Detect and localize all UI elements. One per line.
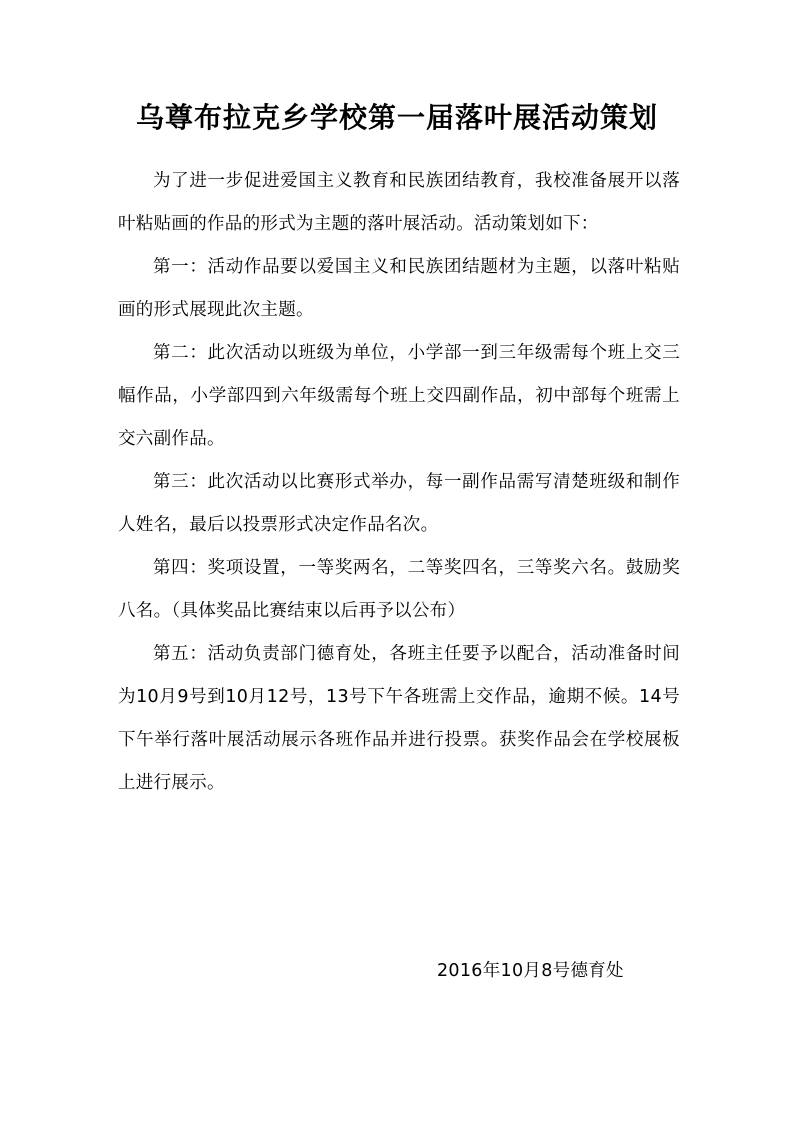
- paragraph-item-3: 第三：此次活动以比赛形式举办，每一副作品需写清楚班级和制作人姓名，最后以投票形式决定作品名次。: [118, 472, 680, 535]
- paragraph-intro: 为了进一步促进爱国主义教育和民族团结教育，我校准备展开以落叶粘贴画的作品的形式为主题的落叶展活动。活动策划如下：: [118, 171, 680, 234]
- document-title: 乌尊布拉克乡学校第一届落叶展活动策划: [135, 101, 658, 134]
- paragraph-item-1: 第一：活动作品要以爱国主义和民族团结题材为主题，以落叶粘贴画的形式展现此次主题。: [118, 257, 680, 320]
- paragraph-item-5: 第五：活动负责部门德育处，各班主任要予以配合，活动准备时间为10月9号到10月12号，13号下午各班需上交作品，逾期不候。14号下午举行落叶展活动展示各班作品并进行投票。获奖作品会在学校展板上进行展示。: [118, 644, 680, 793]
- document-signature: 2016年10月8号德育处: [437, 961, 624, 981]
- document-body: [118, 160, 680, 805]
- paragraph-item-2: 第二：此次活动以班级为单位，小学部一到三年级需每个班上交三幅作品，小学部四到六年级需每个班上交四副作品，初中部每个班需上交六副作品。: [118, 343, 680, 449]
- paragraph-item-4: 第四：奖项设置，一等奖两名，二等奖四名，三等奖六名。鼓励奖八名。（具体奖品比赛结束以后再予以公布）: [118, 558, 680, 621]
